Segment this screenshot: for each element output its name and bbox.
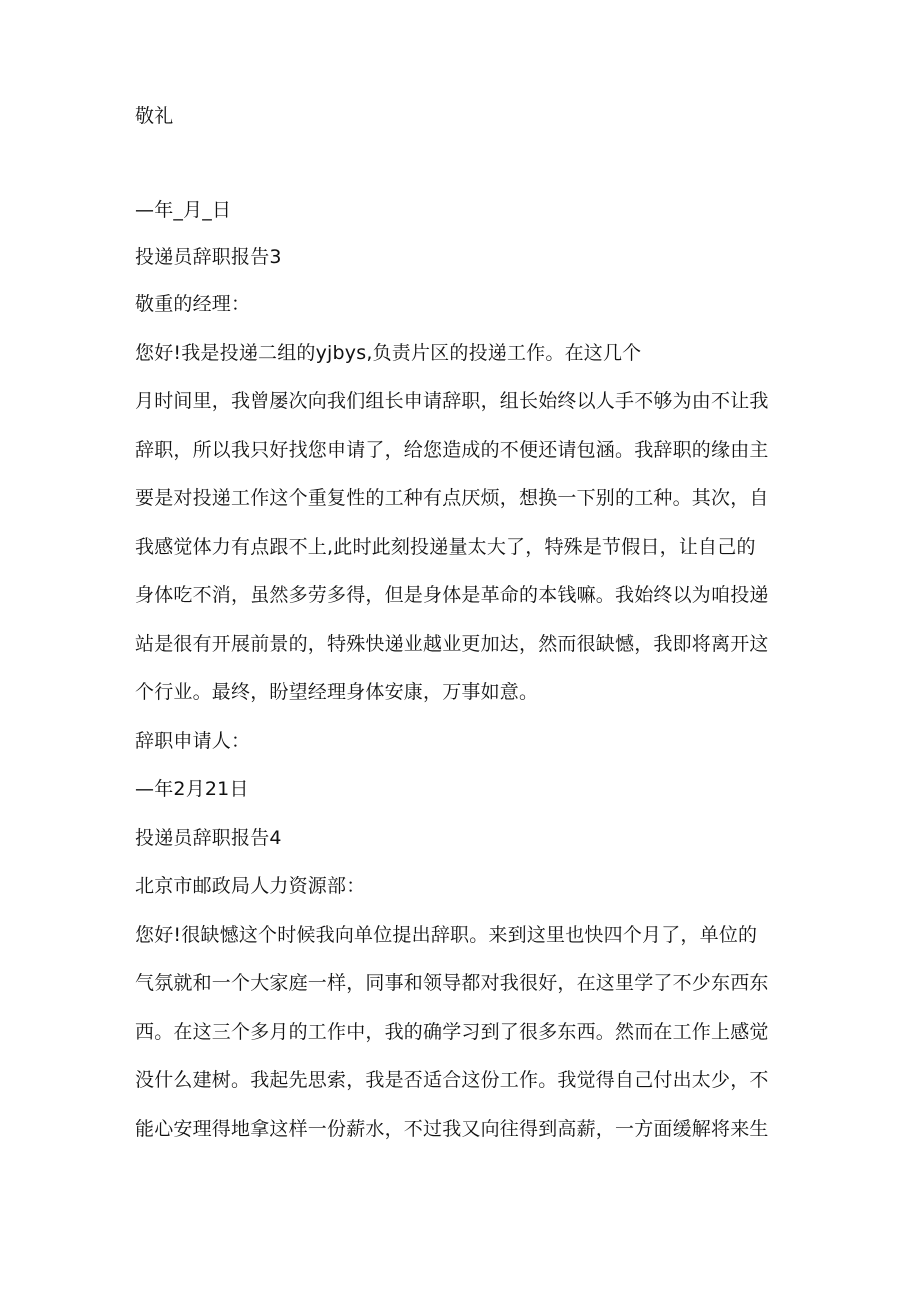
paragraph-line: 站是很有开展前景的，特殊快递业越业更加达，然而很缺憾，我即将离开这 [135,633,769,655]
paragraph-line: 您好!我是投递二组的yjbys,负责片区的投递工作。在这几个 [135,342,642,364]
paragraph-line: 能心安理得地拿这样一份薪水，不过我又向往得到高薪，一方面缓解将来生 [135,1118,769,1140]
paragraph-line: 辞职，所以我只好找您申请了，给您造成的不便还请包涵。我辞职的缘由主 [135,439,769,461]
section-title-4: 投递员辞职报告4 [135,827,282,849]
paragraph-line: 个行业。最终，盼望经理身体安康，万事如意。 [135,681,539,703]
paragraph-line: 气氛就和一个大家庭一样，同事和领导都对我很好，在这里学了不少东西东 [135,972,769,994]
signature-label: 辞职申请人： [135,730,251,752]
paragraph-line: 月时间里，我曾屡次向我们组长申请辞职，组长始终以人手不够为由不让我 [135,390,769,412]
paragraph-line: 您好!很缺憾这个时候我向单位提出辞职。来到这里也快四个月了，单位的 [135,924,758,946]
date-line: —年_月_日 [135,199,232,221]
date-line: —年2月21日 [135,778,249,800]
recipient-line: 北京市邮政局人力资源部： [135,875,366,897]
section-title-3: 投递员辞职报告3 [135,246,282,268]
paragraph-line: 西。在这三个多月的工作中，我的确学习到了很多东西。然而在工作上感觉 [135,1021,769,1043]
paragraph-line: 身体吃不消，虽然多劳多得，但是身体是革命的本钱嘛。我始终以为咱投递 [135,584,769,606]
paragraph-line: 我感觉体力有点跟不上,此时此刻投递量太大了，特殊是节假日，让自己的 [135,536,756,558]
closing-salutation: 敬礼 [135,105,174,127]
greeting-line: 敬重的经理： [135,293,251,315]
paragraph-line: 要是对投递工作这个重复性的工种有点厌烦，想换一下别的工种。其次，自 [135,487,769,509]
paragraph-line: 没什么建树。我起先思索，我是否适合这份工作。我觉得自己付出太少，不 [135,1069,769,1091]
